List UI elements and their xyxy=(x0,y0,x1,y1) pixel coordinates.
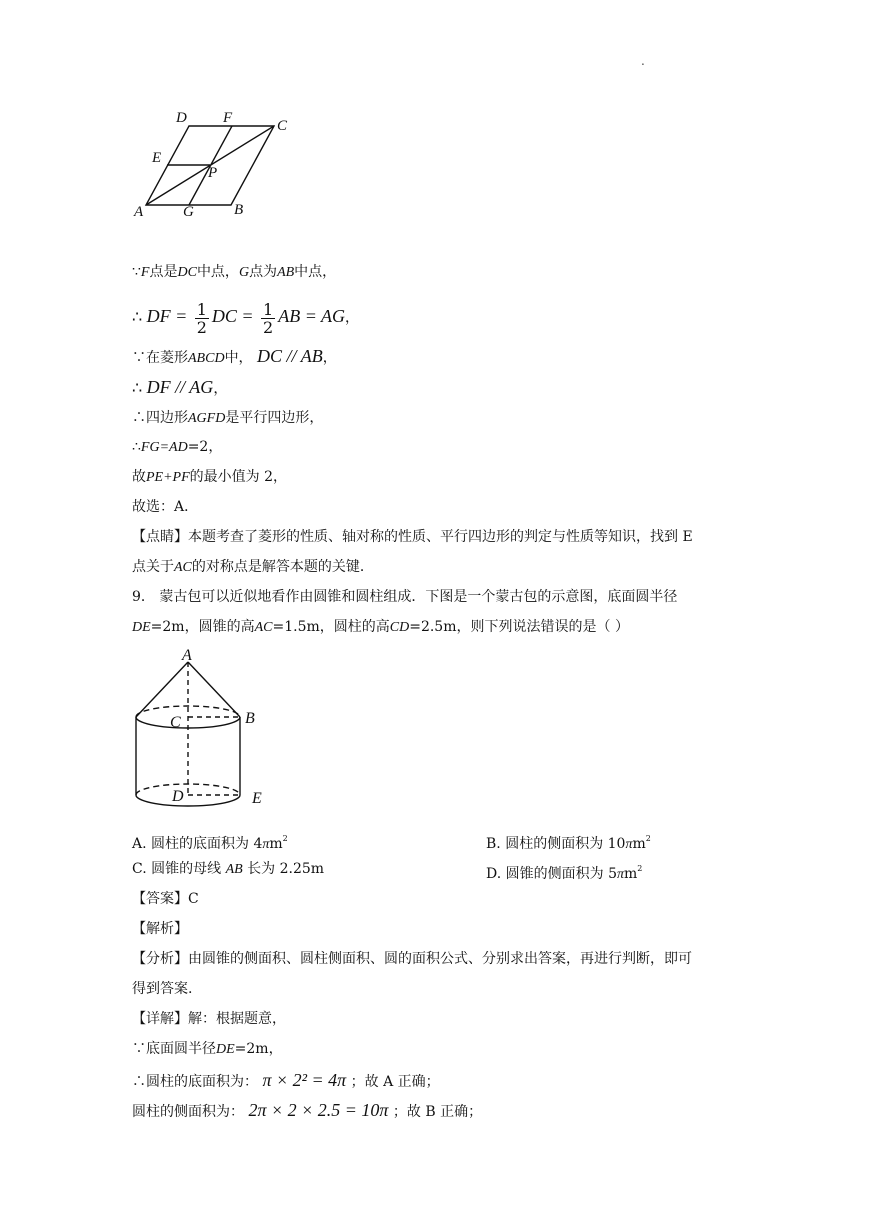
yurt-label-a: A xyxy=(182,647,192,664)
label-e: E xyxy=(152,150,162,166)
label-f: F xyxy=(223,110,233,126)
question9-line-2: DE=2m，圆锥的高AC=1.5m，圆柱的高CD=2.5m，则下列说法错误的是（ ） xyxy=(132,619,629,635)
analysis-line-1: 【分析】由圆锥的侧面积、圆柱侧面积、圆的面积公式、分别求出答案，再进行判断，即可 xyxy=(132,951,692,967)
solution-line-2: ∴ DF = $\frac{1}{2}$ DC = $\frac{1}{2}$ AB = AG， xyxy=(132,299,360,337)
solution-line-1: ∵F点是DC中点，G点为AB中点， xyxy=(132,264,337,280)
analysis-line-2: 得到答案. xyxy=(132,981,193,997)
label-p: P xyxy=(208,165,218,181)
solution-line-7: 故PE+PF的最小值为 2， xyxy=(132,469,288,485)
yurt-label-b: B xyxy=(245,710,255,727)
comment-line-2: 点关于AC的对称点是解答本题的关键． xyxy=(132,559,374,575)
yurt-figure xyxy=(128,645,278,815)
yurt-label-d: D xyxy=(172,788,184,805)
bottom-ellipse-front xyxy=(136,795,240,806)
solution-line-5: ∴四边形AGFD是平行四边形， xyxy=(132,410,324,426)
answer-line: 【答案】C xyxy=(132,891,199,907)
option-d: D. 圆锥的侧面积为 $5\pi m^2$ xyxy=(486,864,643,882)
fraction-half-1: $\frac{1}{2}$ xyxy=(196,299,207,337)
analysis-heading: 【解析】 xyxy=(132,921,188,937)
label-g: G xyxy=(183,204,194,218)
radius-line: ∵底面圆半径DE=2m， xyxy=(132,1041,283,1057)
comment-line-1: 【点睛】本题考查了菱形的性质、轴对称的性质、平行四边形的判定与性质等知识，找到 E xyxy=(132,529,693,545)
cone-left-edge xyxy=(136,662,188,717)
rhombus-figure xyxy=(128,108,298,218)
cone-right-edge xyxy=(188,662,240,717)
question9-line-1: 9． 蒙古包可以近似地看作由圆锥和圆柱组成．下图是一个蒙古包的示意图，底面圆半径 xyxy=(132,589,678,605)
solution-line-6: ∴FG=AD=2， xyxy=(132,439,223,455)
detail-line: 【详解】解：根据题意， xyxy=(132,1011,286,1027)
base-area-line: ∴圆柱的底面积为： π × 2² = 4π ；故 A 正确； xyxy=(132,1070,440,1090)
fraction-half-2: $\frac{1}{2}$ xyxy=(263,299,274,337)
solution-line-8: 故选：A． xyxy=(132,499,199,515)
yurt-label-e: E xyxy=(252,790,262,807)
label-a: A xyxy=(134,204,144,218)
solution-line-4: ∴ DF // AG， xyxy=(132,377,228,397)
option-b: B. 圆柱的侧面积为 $10\pi m^2$ xyxy=(486,834,651,852)
option-c: C. 圆锥的母线 AB 长为 2.25m xyxy=(132,861,325,877)
solution-line-3: ∵在菱形ABCD中， DC // AB， xyxy=(132,346,337,366)
page-marker: . xyxy=(641,54,645,68)
yurt-label-c: C xyxy=(170,714,181,731)
label-c: C xyxy=(277,118,288,134)
side-area-line: 圆柱的侧面积为： 2π × 2 × 2.5 = 10π ；故 B 正确； xyxy=(132,1100,483,1120)
option-a: A. 圆柱的底面积为 $4\pi m^2$ xyxy=(132,834,288,852)
label-d: D xyxy=(176,110,187,126)
label-b: B xyxy=(234,202,244,218)
